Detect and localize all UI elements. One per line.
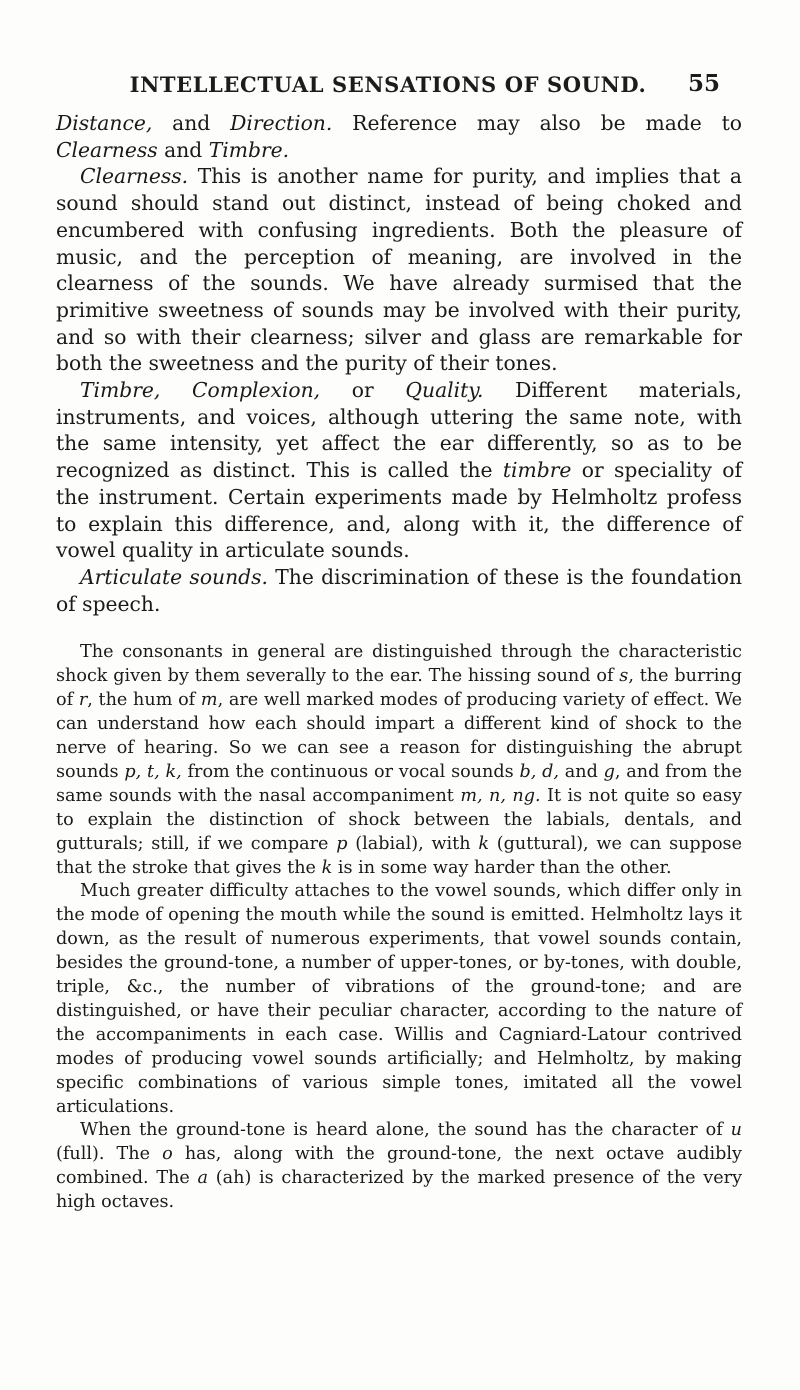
paragraph-consonants: The consonants in general are distinguished through the characteristic shock given by them severally to the ear. The hissing sound of s, the burring of r, the hum of m, are well marked modes of producing variety of effect. We can understand how each should impart a different kind of shock to the nerve of hearing. So we can see a reason for distinguishing the abrupt sounds p, t, k, from the continuous or vocal sounds b, d, and g, and from the same sounds with the nasal accompaniment m, n, ng. It is not quite so easy to explain the distinction of shock between the labials, dentals, and gutturals; still, if we compare p (labial), with k (guttural), we can suppose that the stroke that gives the k is in some way harder than the other. [56, 642, 742, 878]
paragraph-articulate-sounds: Articulate sounds. The discrimination of these is the foundation of speech. [56, 564, 743, 616]
running-title: INTELLECTUAL SENSATIONS OF SOUND. [129, 72, 647, 97]
paragraph-vowel-sounds: Much greater difficulty attaches to the vowel sounds, which differ only in the mode of opening the mouth while the sound is emitted. Helmholtz lays it down, as the result of numerous experiments, that vowel sounds contain, besides the ground-tone, a number of upper-tones, or by-tones, with double, triple, &c., the number of vibrations of the ground-tone; and are distinguished, or have their peculiar character, according to the nature of the accompaniments in each case. Willis and Cagniard-Latour contrived modes of producing vowel sounds artificially; and Helmholtz, by making specific combinations of various simple tones, imitated all the vowel articulations. [56, 881, 742, 1117]
section-gap [56, 617, 742, 641]
paragraph-timbre: Timbre, Complexion, or Quality. Different materials, instruments, and voices, although uttering the same note, with the same intensity, yet affect the ear differently, so as to be recognized as distinct. This is called the timbre or speciality of the instrument. Certain experiments made by Helmholtz profess to explain this difference, and, along with it, the difference of vowel quality in articulate sounds. [56, 378, 742, 563]
body-text [56, 110, 742, 1215]
paragraph-clearness: Clearness. This is another name for purity, and implies that a sound should stand out distinct, instead of being choked and encumbered with confusing ingredients. Both the pleasure of music, and the perception of meaning, are involved in the clearness of the sounds. We have already surmised that the primitive sweetness of sounds may be involved with their purity, and so with their clearness; silver and glass are remarkable for both the sweetness and the purity of their tones. [56, 164, 742, 376]
paragraph-distance-direction: Distance, and Direction. Reference may also be made to Clearness and Timbre. [56, 111, 742, 162]
paragraph-ground-tone: When the ground-tone is heard alone, the sound has the character of u (full). The o has, along with the ground-tone, the next octave audibly combined. The a (ah) is characterized by the marked presence of the very high octaves. [56, 1120, 743, 1213]
page-number: 55 [688, 70, 721, 97]
